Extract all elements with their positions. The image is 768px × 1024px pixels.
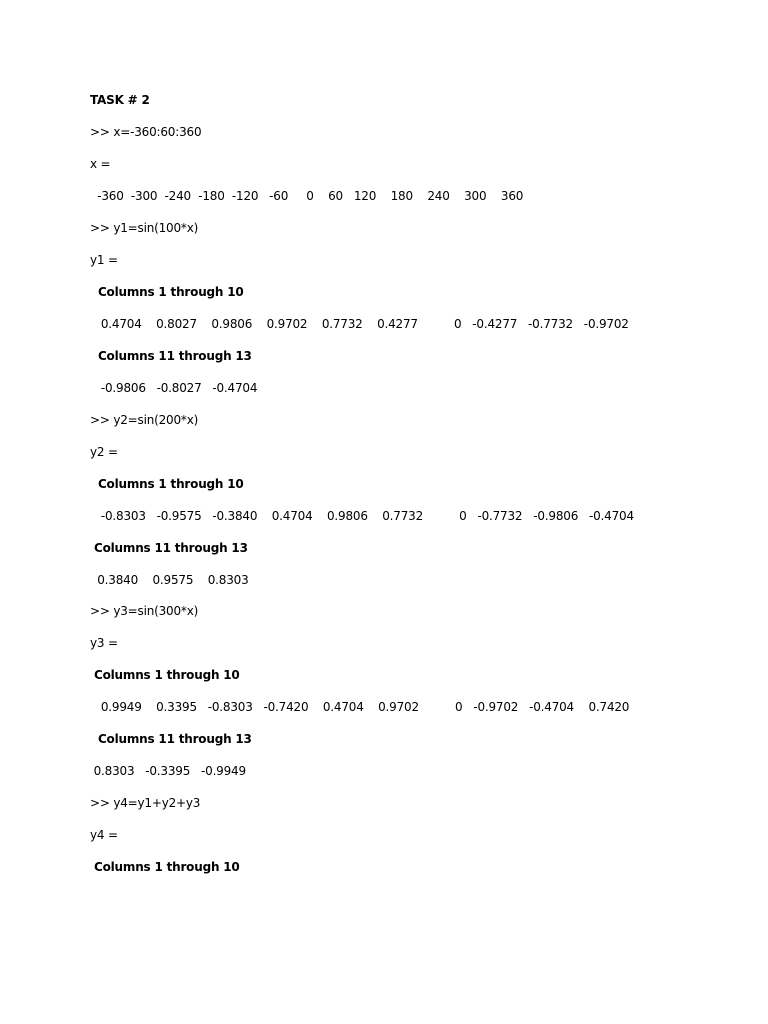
y1-values-row-2: -0.9806 -0.8027 -0.4704 <box>90 381 258 395</box>
x-values-row: -360 -300 -240 -180 -120 -60 0 60 120 180 240 300 360 <box>90 189 524 203</box>
y2-values-row-1: -0.8303 -0.9575 -0.3840 0.4704 0.9806 0.7732 0 -0.7732 -0.9806 -0.4704 <box>90 509 634 523</box>
y3-values-row-1: 0.9949 0.3395 -0.8303 -0.7420 0.4704 0.9702 0 -0.9702 -0.4704 0.7420 <box>90 700 630 714</box>
columns-header: Columns 1 through 10 <box>90 860 240 874</box>
output-label-y3: y3 = <box>90 636 118 650</box>
y3-values-row-2: 0.8303 -0.3395 -0.9949 <box>90 764 246 778</box>
output-label-y1: y1 = <box>90 253 118 267</box>
command-x: >> x=-360:60:360 <box>90 125 202 139</box>
columns-header: Columns 11 through 13 <box>90 541 248 555</box>
command-y4: >> y4=y1+y2+y3 <box>90 796 201 810</box>
columns-header: Columns 1 through 10 <box>90 668 240 682</box>
columns-header: Columns 1 through 10 <box>90 477 244 491</box>
command-y2: >> y2=sin(200*x) <box>90 413 199 427</box>
command-y1: >> y1=sin(100*x) <box>90 221 199 235</box>
output-label-x: x = <box>90 157 111 171</box>
y2-values-row-2: 0.3840 0.9575 0.8303 <box>90 573 249 587</box>
output-label-y4: y4 = <box>90 828 118 842</box>
command-y3: >> y3=sin(300*x) <box>90 604 199 618</box>
y1-values-row-1: 0.4704 0.8027 0.9806 0.9702 0.7732 0.4277 0 -0.4277 -0.7732 -0.9702 <box>90 317 629 331</box>
output-label-y2: y2 = <box>90 445 118 459</box>
columns-header: Columns 11 through 13 <box>90 732 252 746</box>
columns-header: Columns 1 through 10 <box>90 285 244 299</box>
task-heading: TASK # 2 <box>90 93 150 107</box>
columns-header: Columns 11 through 13 <box>90 349 252 363</box>
